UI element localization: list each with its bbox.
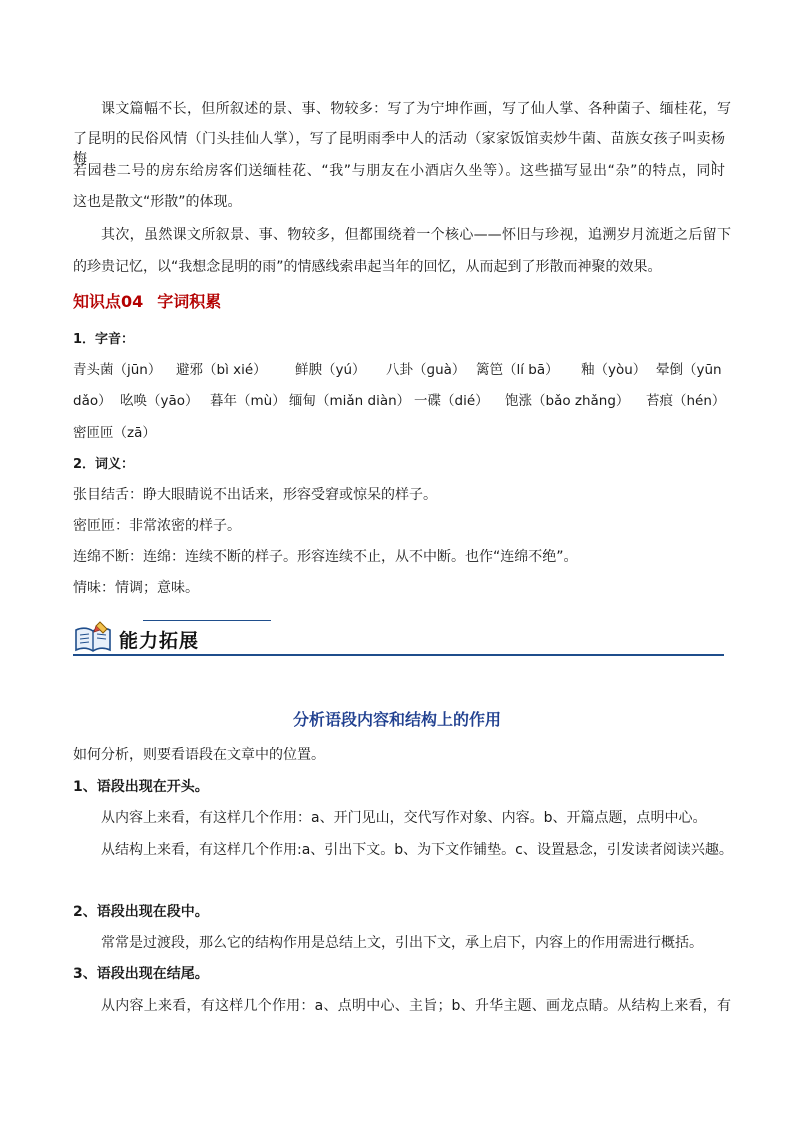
pinyin-item: 苔痕（hén） xyxy=(646,393,726,409)
pinyin-item: 篱笆（lí bā） xyxy=(476,362,559,378)
second-para-line-1: 其次，虽然课文所叙景、事、物较多，但都围绕着一个核心——怀旧与珍视，追溯岁月流逝之后留下 xyxy=(101,227,731,243)
case2-text: 常常是过渡段，那么它的结构作用是总结上文，引出下文，承上启下，内容上的作用需进行概括。 xyxy=(101,935,703,951)
banner-bottom-rule xyxy=(73,654,724,656)
vocab-item: 情味：情调；意味。 xyxy=(73,580,199,596)
vocab-item: 连绵不断：连绵：连续不断的样子。形容连续不止，从不中断。也作“连绵不绝”。 xyxy=(73,549,578,565)
intro-line-3: 若园巷二号的房东给房客们送缅桂花、“我”与朋友在小酒店久坐等）。这些描写显出“杂”的特点，同时 xyxy=(73,163,725,179)
pinyin-item: 一碟（dié） xyxy=(414,393,489,409)
vocab-item: 密匝匝：非常浓密的样子。 xyxy=(73,518,241,534)
case3-heading: 3、语段出现在结尾。 xyxy=(73,966,209,982)
pinyin-item: 缅甸（miǎn diàn） xyxy=(289,393,411,409)
case3-text: 从内容上来看，有这样几个作用：a、点明中心、主旨；b、升华主题、画龙点睛。从结构上来看，有 xyxy=(101,998,731,1014)
pronunciation-row-3 xyxy=(73,423,725,443)
pinyin-item: 避邪（bì xié） xyxy=(176,362,267,378)
knowledge-point-number: 知识点04 xyxy=(73,292,144,311)
pinyin-item: 暮年（mù） xyxy=(210,393,286,409)
analysis-title: 分析语段内容和结构上的作用 xyxy=(292,710,501,729)
pronunciation-row-1 xyxy=(73,360,725,380)
banner-top-rule xyxy=(143,620,271,621)
pinyin-item: 吆唤（yāo） xyxy=(120,393,199,409)
case1-heading: 1、语段出现在开头。 xyxy=(73,779,209,795)
knowledge-point-title: 字词积累 xyxy=(157,292,222,311)
intro-line-4: 这也是散文“形散”的体现。 xyxy=(73,194,242,210)
pinyin-item: 晕倒（yūn xyxy=(656,362,722,378)
pinyin-item: 釉（yòu） xyxy=(581,362,647,378)
pinyin-item: dǎo） xyxy=(73,393,112,409)
second-para-line-2: 的珍贵记忆，以“我想念昆明的雨”的情感线索串起当年的回忆，从而起到了形散而神聚的效果。 xyxy=(73,259,662,275)
pinyin-item: 密匝匝（zā） xyxy=(73,425,156,441)
analysis-intro: 如何分析，则要看语段在文章中的位置。 xyxy=(73,747,325,763)
intro-line-2: 了昆明的民俗风情（门头挂仙人掌），写了昆明雨季中人的活动（家家饭馆卖炒牛菌、苗族女孩子叫卖杨梅、 xyxy=(73,131,725,167)
case1-structure: 从结构上来看，有这样几个作用:a、引出下文。b、为下文作铺垫。c、设置悬念，引发读者阅读兴趣。 xyxy=(101,842,733,858)
pinyin-item: 饱涨（bǎo zhǎng） xyxy=(505,393,630,409)
knowledge-point-heading xyxy=(73,291,221,313)
case2-heading: 2、语段出现在段中。 xyxy=(73,904,209,920)
pronunciation-label: 1．字音： xyxy=(73,332,135,347)
vocab-item: 张目结舌：睁大眼睛说不出话来，形容受窘或惊呆的样子。 xyxy=(73,487,437,503)
intro-line-1: 课文篇幅不长，但所叙述的景、事、物较多：写了为宁坤作画，写了仙人掌、各种菌子、缅桂花，写 xyxy=(101,101,731,117)
case1-content: 从内容上来看，有这样几个作用：a、开门见山，交代写作对象、内容。b、开篇点题，点明中心。 xyxy=(101,810,707,826)
pinyin-item: 八卦（ɡuà） xyxy=(386,362,466,378)
pinyin-item: 青头菌（jūn） xyxy=(73,362,162,378)
vocabulary-label: 2．词义： xyxy=(73,457,135,472)
ability-section-title: 能力拓展 xyxy=(119,630,200,652)
pronunciation-row-2 xyxy=(73,391,725,411)
ability-section-banner xyxy=(73,618,725,658)
open-book-pencil-icon xyxy=(73,620,113,654)
pinyin-item: 鲜腴（yú） xyxy=(295,362,366,378)
